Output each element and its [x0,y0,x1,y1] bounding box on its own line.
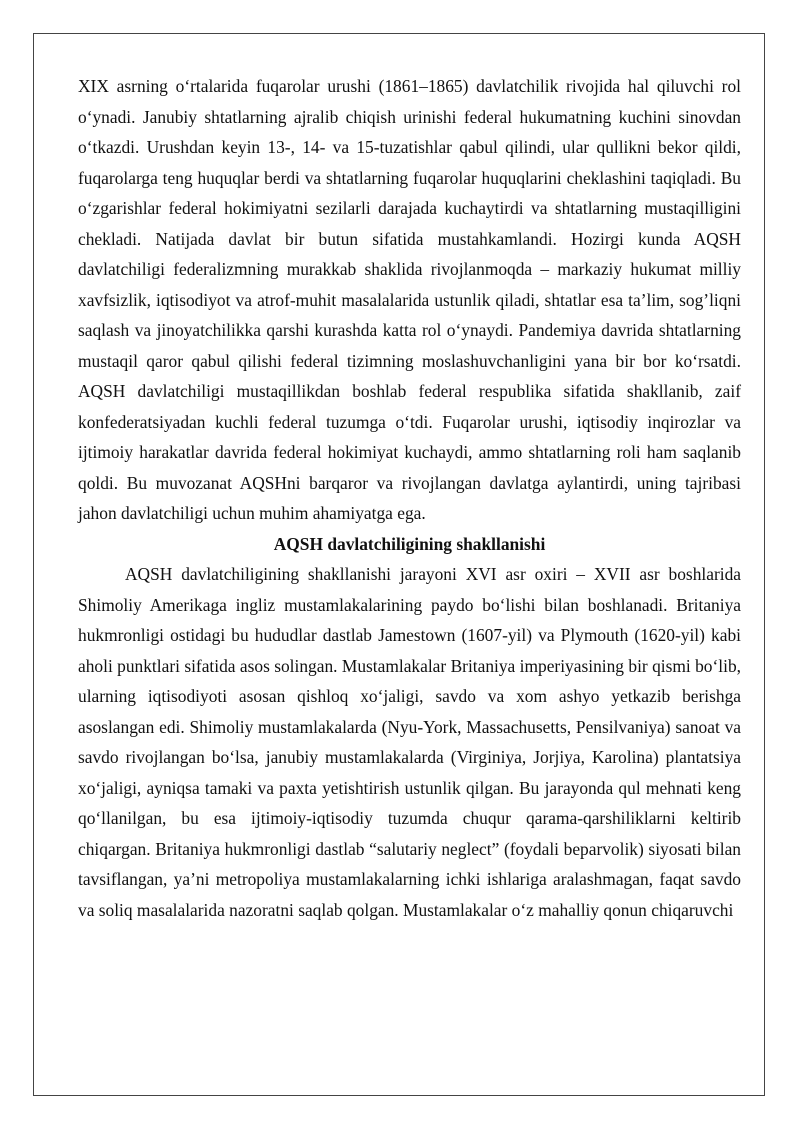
body-paragraph-2: AQSH davlatchiligining shakllanishi jarayoni XVI asr oxiri – XVII asr boshlarida Shimoliy Amerikaga ingliz mustamlakalarining paydo bo‘lishi bilan boshlanadi. Britaniya hukmronligi ostidagi bu hududlar dastlab Jamestown (1607-yil) va Plymouth (1620-yil) kabi aholi punktlari sifatida asos solingan. Mustamlakalar Britaniya imperiyasining bir qismi bo‘lib, ularning iqtisodiyoti asosan qishloq xo‘jaligi, savdo va xom ashyo yetkazib berishga asoslangan edi. Shimoliy mustamlakalarda (Nyu-York, Massachusetts, Pensilvaniya) sanoat va savdo rivojlangan bo‘lsa, janubiy mustamlakalarda (Virginiya, Jorjiya, Karolina) plantatsiya xo‘jaligi, ayniqsa tamaki va paxta yetishtirish ustunlik qilgan. Bu jarayonda qul mehnati keng qo‘llanilgan, bu esa ijtimoiy-iqtisodiy tuzumda chuqur qarama-qarshiliklarni keltirib chiqargan. Britaniya hukmronligi dastlab “salutariy neglect” (foydali beparvolik) siyosati bilan tavsiflangan, ya’ni metropoliya mustamlakalarning ichki ishlariga aralashmagan, faqat savdo va soliq masalalarida nazoratni saqlab qolgan. Mustamlakalar o‘z mahalliy qonun chiqaruvchi [78,564,741,920]
body-paragraph-1: XIX asrning o‘rtalarida fuqarolar urushi (1861–1865) davlatchilik rivojida hal qiluvchi rol o‘ynadi. Janubiy shtatlarning ajralib chiqish urinishi federal hukumatning kuchini sinovdan o‘tkazdi. Urushdan keyin 13-, 14- va 15-tuzatishlar qabul qilindi, ular qullikni bekor qildi, fuqarolarga teng huquqlar berdi va shtatlarning fuqarolar huquqlarini cheklashini taqiqladi. Bu o‘zgarishlar federal hokimiyatni sezilarli darajada kuchaytirdi va shtatlarning mustaqilligini chekladi. Natijada davlat bir butun sifatida mustahkamlandi. Hozirgi kunda AQSH davlatchiligi federalizmning murakkab shaklida rivojlanmoqda – markaziy hukumat milliy xavfsizlik, iqtisodiyot va atrof-muhit masalalarida ustunlik qiladi, shtatlar esa ta’lim, sog’liqni saqlash va jinoyatchilikka qarshi kurashda katta rol o‘ynaydi. Pandemiya davrida shtatlarning mustaqil qaror qabul qilishi federal tizimning moslashuvchanligini yana bir bor ko‘rsatdi. AQSH davlatchiligi mustaqillikdan boshlab federal respublika sifatida shakllanib, zaif konfederatsiyadan kuchli federal tuzumga o‘tdi. Fuqarolar urushi, iqtisodiy inqirozlar va ijtimoiy harakatlar davrida federal hokimiyat kuchaydi, ammo shtatlarning roli ham saqlanib qoldi. Bu muvozanat AQSHni barqaror va rivojlangan davlatga aylantirdi, uning tajribasi jahon davlatchiligi uchun muhim ahamiyatga ega. [78,76,741,523]
section-heading: AQSH davlatchiligining shakllanishi [273,533,546,554]
document-body [78,71,741,925]
